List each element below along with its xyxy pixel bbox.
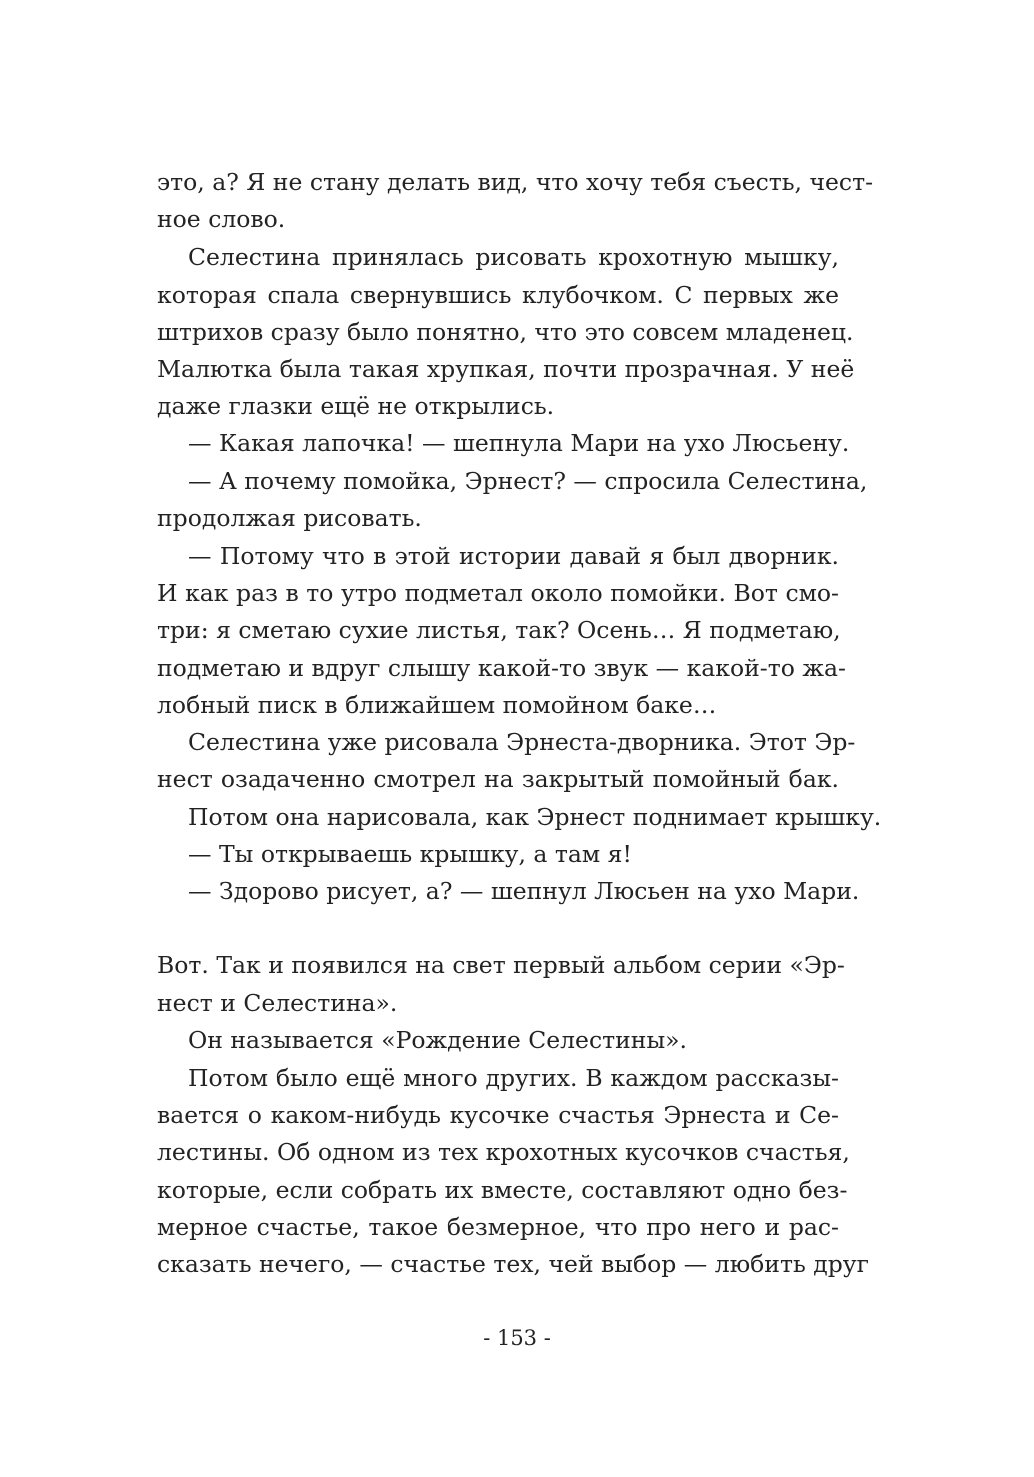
text-line: сказать нечего, — счастье тех, чей выбор — любить друг <box>157 1250 869 1278</box>
text-line: Потом было ещё много других. В каждом рассказы- <box>188 1064 839 1092</box>
text-line: мерное счастье, такое безмерное, что про него и рас- <box>157 1213 839 1241</box>
text-line: которая спала свернувшись клубочком. С первых же <box>157 281 839 309</box>
text-line: — Здорово рисует, а? — шепнул Люсьен на ухо Мари. <box>188 877 860 905</box>
text-line: И как раз в то утро подметал около помойки. Вот смо- <box>157 579 839 607</box>
text-line: ное слово. <box>157 205 286 233</box>
text-line: лестины. Об одном из тех крохотных кусочков счастья, <box>157 1138 850 1166</box>
text-line: которые, если собрать их вместе, составляют одно без- <box>157 1176 848 1204</box>
text-line: — Потому что в этой истории давай я был дворник. <box>188 542 839 570</box>
text-line: подметаю и вдруг слышу какой-то звук — какой-то жа- <box>157 654 846 682</box>
text-line: продолжая рисовать. <box>157 504 422 532</box>
text-line: нест озадаченно смотрел на закрытый помойный бак. <box>157 765 839 793</box>
text-line: — Какая лапочка! — шепнула Мари на ухо Люсьену. <box>188 429 850 457</box>
text-line: — А почему помойка, Эрнест? — спросила Селестина, <box>188 467 868 495</box>
text-line: Селестина принялась рисовать крохотную мышку, <box>188 243 839 271</box>
text-line: — Ты открываешь крышку, а там я! <box>188 840 632 868</box>
text-line: лобный писк в ближайшем помойном баке… <box>157 691 717 719</box>
text-line: три: я сметаю сухие листья, так? Осень… Я подметаю, <box>157 616 841 644</box>
text-line: вается о каком-нибудь кусочке счастья Эрнеста и Се- <box>157 1101 839 1129</box>
text-line: Селестина уже рисовала Эрнеста-дворника. Этот Эр- <box>188 728 856 756</box>
text-line: Малютка была такая хрупкая, почти прозрачная. У неё <box>157 355 855 383</box>
page-number: - 153 - <box>483 1326 551 1350</box>
text-line: Он называется «Рождение Селестины». <box>188 1026 687 1054</box>
text-line: это, а? Я не стану делать вид, что хочу тебя съесть, чест- <box>157 168 874 196</box>
text-line: Вот. Так и появился на свет первый альбом серии «Эр- <box>157 951 845 979</box>
text-line: даже глазки ещё не открылись. <box>157 392 555 420</box>
text-line: Потом она нарисовала, как Эрнест поднимает крышку. <box>188 803 882 831</box>
text-line: нест и Селестина». <box>157 989 398 1017</box>
text-line: штрихов сразу было понятно, что это совсем младенец. <box>157 318 854 346</box>
